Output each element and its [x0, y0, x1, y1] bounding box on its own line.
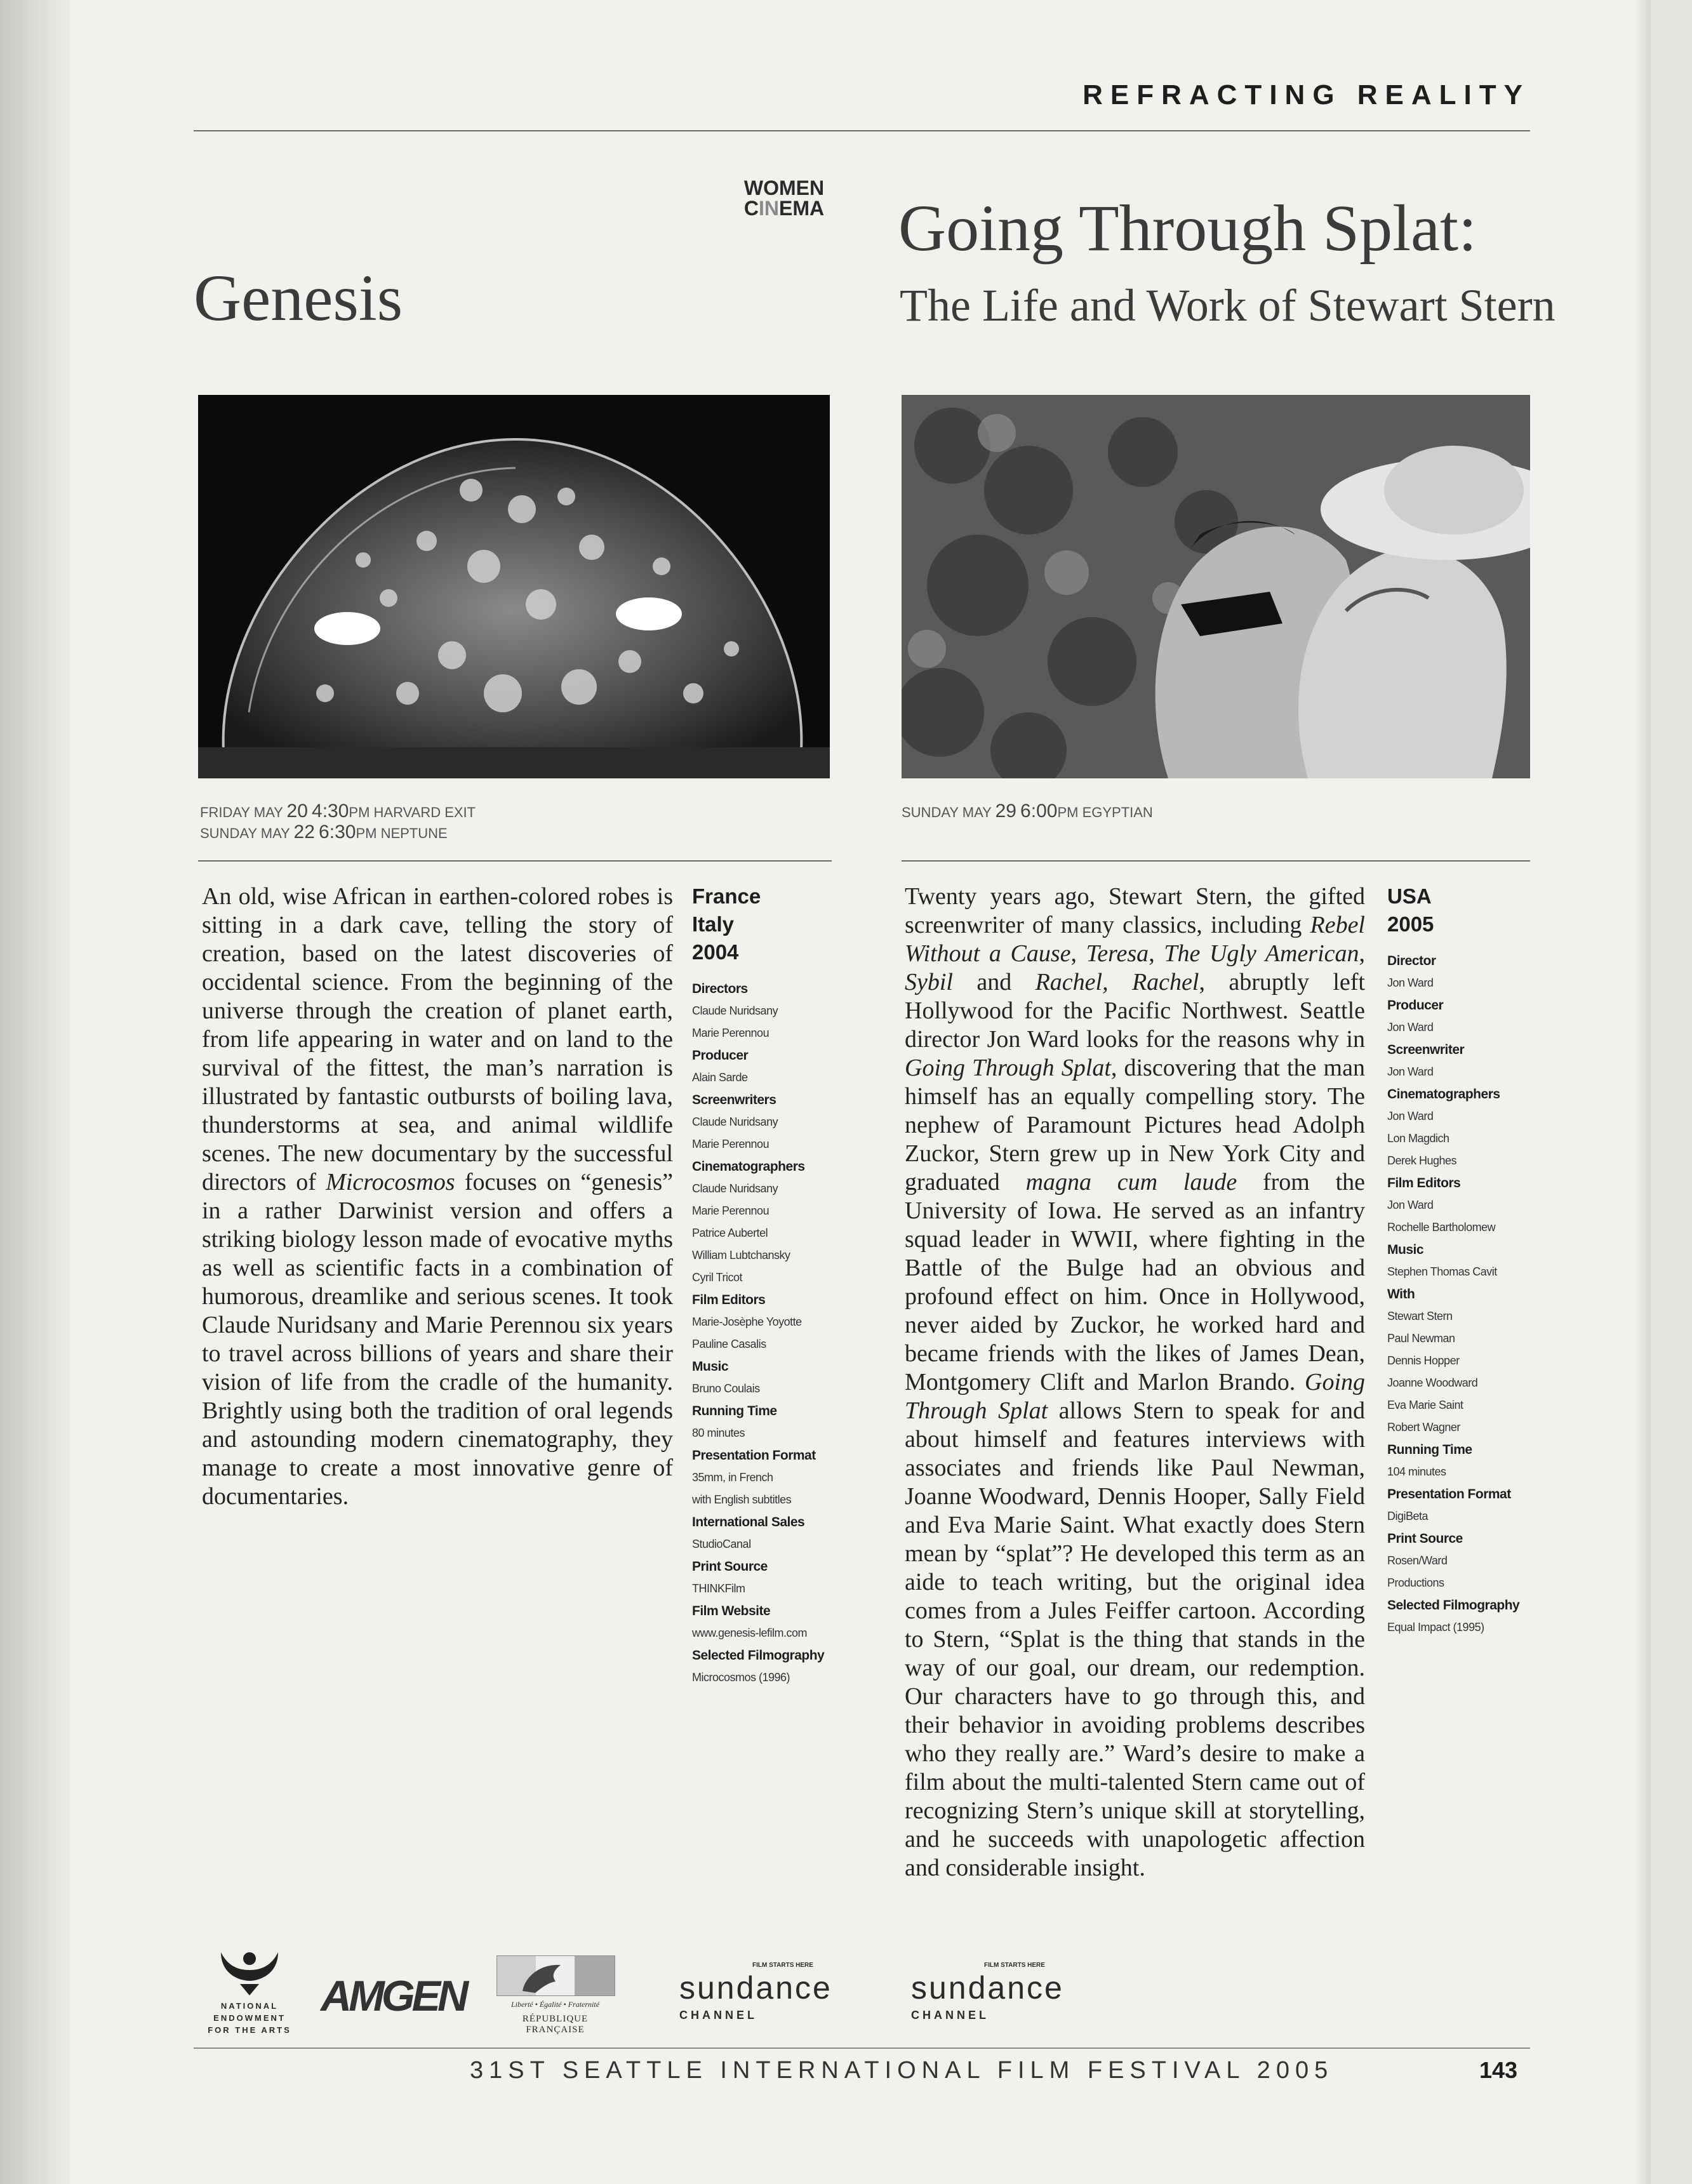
credits-gap	[1387, 938, 1530, 950]
credit-name: Patrice Aubertel	[692, 1227, 768, 1239]
credit-name: with English subtitles	[692, 1493, 792, 1506]
credit-role: Screenwriter	[1387, 1042, 1465, 1057]
book-spine	[0, 0, 70, 2184]
footer-rule	[194, 2048, 1530, 2049]
nea-logo	[202, 1946, 297, 2041]
credit-role: Presentation Format	[692, 1448, 816, 1463]
credit-name: Equal Impact (1995)	[1387, 1621, 1484, 1634]
screening-date: 22	[293, 822, 315, 842]
credit-name: Microcosmos (1996)	[692, 1671, 790, 1684]
credit-name: William Lubtchansky	[692, 1249, 790, 1262]
sundance-tagline: FILM STARTS HERE	[752, 1962, 813, 1969]
screening-time: 6:00	[1020, 801, 1058, 822]
credit-name: Productions	[1387, 1576, 1444, 1589]
sundance-channel-logo-1	[679, 1962, 838, 2032]
screening-venue: HARVARD EXIT	[373, 804, 476, 820]
women-cinema-line1: WOMEN	[743, 176, 825, 199]
screening-line	[902, 801, 1153, 822]
credit-name: Lon Magdich	[1387, 1132, 1449, 1145]
screening-venue: NEPTUNE	[380, 825, 448, 841]
credit-role: Directors	[692, 982, 748, 996]
republique-motto: Liberté • Égalité • Fraternité	[510, 2000, 600, 2009]
synopsis-text: An old, wise African in earthen-colored robes is sitting in a dark cave, telling the story of creation, based on the latest discoveries of occidental science. From the beginning of the universe through the creation of planet earth, from life appearing in water and on land to the survival of the fittest, the man’s narration is illustrated by fantastic outbursts of boiling lava, thunderstorms at sea, and animal wildlife scenes. The new documentary by the successful directors of	[202, 883, 673, 1195]
women-cinema-line2	[736, 198, 832, 218]
genesis-synopsis	[202, 882, 673, 1511]
screening-ampm: PM	[1057, 804, 1079, 820]
credit-name: Alain Sarde	[692, 1071, 748, 1084]
sundance-channel-text: CHANNEL	[679, 2009, 757, 2021]
credit-name: Marie Perennou	[692, 1027, 769, 1039]
credit-name: Paul Newman	[1387, 1332, 1455, 1345]
screening-ampm: PM	[349, 804, 370, 820]
credit-role: With	[1387, 1287, 1415, 1302]
screening-day: SUNDAY MAY	[902, 804, 992, 820]
credit-role: Producer	[1387, 998, 1444, 1013]
screening-date: 29	[995, 801, 1016, 822]
sundance-channel-logo-2	[911, 1962, 1070, 2032]
credit-name: Eva Marie Saint	[1387, 1399, 1463, 1411]
credit-name: Jon Ward	[1387, 1199, 1434, 1211]
credit-role: Music	[692, 1359, 729, 1374]
credit-name: Marie Perennou	[692, 1204, 769, 1217]
credit-role: International Sales	[692, 1515, 805, 1529]
credits-country: USA	[1387, 884, 1432, 908]
credit-name: Cyril Tricot	[692, 1271, 742, 1284]
credit-name: Jon Ward	[1387, 976, 1434, 989]
credits-country: Italy	[692, 912, 735, 936]
splat-credits	[1387, 882, 1530, 1639]
screening-time: 6:30	[319, 822, 356, 842]
synopsis-italic-title: Microcosmos	[326, 1169, 455, 1195]
nea-emblem-icon	[202, 1946, 297, 1997]
credit-role: Producer	[692, 1048, 749, 1063]
screening-ampm: PM	[356, 825, 377, 841]
credit-name: Marie Perennou	[692, 1138, 769, 1150]
credit-role: Music	[1387, 1242, 1424, 1257]
credit-name: Rosen/Ward	[1387, 1554, 1448, 1567]
genesis-credits	[692, 882, 844, 1689]
credit-name: Stephen Thomas Cavit	[1387, 1265, 1497, 1278]
credit-name: StudioCanal	[692, 1538, 751, 1550]
credit-name: Jon Ward	[1387, 1110, 1434, 1122]
genesis-bubble-image	[198, 395, 830, 778]
credit-name: Marie-Josèphe Yoyotte	[692, 1315, 802, 1328]
genesis-screening-list	[200, 801, 476, 843]
credit-role: Print Source	[1387, 1531, 1463, 1546]
credit-role: Selected Filmography	[692, 1648, 825, 1663]
nea-line: FOR THE ARTS	[208, 2025, 291, 2035]
credit-name: 104 minutes	[1387, 1465, 1446, 1478]
credit-name: 35mm, in French	[692, 1471, 773, 1484]
credit-role: Cinematographers	[692, 1159, 805, 1174]
credits-year: 2005	[1387, 912, 1434, 936]
credit-role: Film Website	[692, 1604, 771, 1618]
credit-name: Claude Nuridsany	[692, 1115, 778, 1128]
film-title-splat: Going Through Splat:	[898, 192, 1477, 265]
credit-role: Presentation Format	[1387, 1487, 1511, 1502]
sundance-channel-text: CHANNEL	[911, 2009, 989, 2021]
credit-role: Cinematographers	[1387, 1087, 1500, 1102]
republique-francaise-logo	[496, 1955, 614, 2035]
screening-time: 4:30	[312, 801, 349, 822]
republique-name: RÉPUBLIQUE FRANÇAISE	[522, 2014, 589, 2035]
sundance-tagline: FILM STARTS HERE	[984, 1962, 1045, 1969]
synopsis-text: focuses on “genesis” in a rather Darwinist version and offers a striking biology lesson made of evocative myths as well as scientific facts in a combination of humorous, dreamlike and serious scenes. It took Claude Nuridsany and Marie Perennou six years to travel across billions of years and share their vision of life from the cradle of the humanity. Brightly using both the tradition of oral legends and astounding modern cinematography, they manage to create a most innovative genre of documentaries.	[202, 1169, 673, 1510]
amgen-logo: AMGEN	[321, 1972, 466, 2020]
credits-country: France	[692, 884, 761, 908]
credit-role: Film Editors	[692, 1293, 766, 1307]
credit-name: Stewart Stern	[1387, 1310, 1453, 1322]
splat-portrait-image	[902, 395, 1530, 778]
screening-day: FRIDAY MAY	[200, 804, 283, 820]
credit-name: 80 minutes	[692, 1427, 745, 1439]
credit-name: Jon Ward	[1387, 1065, 1434, 1078]
credit-name: Claude Nuridsany	[692, 1004, 778, 1017]
section-header: REFRACTING REALITY	[1082, 79, 1530, 110]
screening-day: SUNDAY MAY	[200, 825, 290, 841]
women-cinema-logo	[736, 178, 832, 218]
nea-line: NATIONAL	[220, 2001, 279, 2011]
film-subtitle-splat: The Life and Work of Stewart Stern	[900, 280, 1555, 331]
women-cinema-in: IN	[759, 197, 779, 220]
genesis-still-photo	[198, 395, 830, 778]
header-rule	[194, 130, 1530, 131]
sundance-wordmark: sundance	[911, 1970, 1064, 2006]
credit-role: Running Time	[1387, 1442, 1472, 1457]
credit-role: Selected Filmography	[1387, 1598, 1520, 1613]
credit-name: Dennis Hopper	[1387, 1354, 1460, 1367]
film-title-genesis: Genesis	[194, 262, 403, 335]
credit-role: Print Source	[692, 1559, 768, 1574]
splat-divider-rule	[902, 860, 1530, 862]
credit-name: Joanne Woodward	[1387, 1376, 1478, 1389]
credit-name: Pauline Casalis	[692, 1338, 766, 1350]
credit-name: Derek Hughes	[1387, 1154, 1457, 1167]
splat-still-photo	[902, 395, 1530, 778]
credit-name: DigiBeta	[1387, 1510, 1429, 1522]
credits-gap	[692, 966, 844, 978]
screening-date: 20	[286, 801, 308, 822]
credit-name: Claude Nuridsany	[692, 1182, 778, 1195]
screening-line	[200, 822, 476, 843]
festival-footer: 31ST SEATTLE INTERNATIONAL FILM FESTIVAL 2005	[470, 2057, 1334, 2084]
splat-synopsis: Twenty years ago, Stewart Stern, the gifted screenwriter of many classics, including Rebel Without a Cause, Teresa, The Ugly American, Sybil and Rachel, Rachel, abruptly left Hollywood for the Pacific Northwest. Seattle director Jon Ward looks for the reasons why in Going Through Splat, discovering that the man himself has an equally compelling story. The nephew of Paramount Pictures head Adolph Zuckor, Stern grew up in New York City and graduated magna cum laude from the University of Iowa. He served as an infantry squad leader in WWII, where fighting in the Battle of the Bulge had an obvious and profound effect on him. Once in Hollywood, never aided by Zuckor, he worked hard and became friends with the likes of James Dean, Montgomery Clift and Marlon Brando. Going Through Splat allows Stern to speak for and about himself and features interviews with associates and friends like Paul Newman, Joanne Woodward, Dennis Hooper, Sally Field and Eva Marie Saint. What exactly does Stern mean by “splat”? He developed this term as an aide to teach writing, but the original idea comes from a Jules Feiffer cartoon. According to Stern, “Splat is the thing that stands in the way of our goal, our dream, our redemption. Our characters have to go through this, and their behavior in avoiding problems describes who they really are.” Ward’s desire to make a film about the multi-talented Stern came out of recognizing Stern’s unique skill at storytelling, and he succeeds with unapologetic affection and considerable insight.	[905, 883, 1366, 1881]
marianne-profile-icon	[497, 1956, 615, 1995]
credit-role: Screenwriters	[692, 1093, 776, 1107]
credit-role: Director	[1387, 954, 1436, 968]
screening-line	[200, 801, 476, 822]
women-cinema-c: C	[743, 197, 759, 220]
credit-name: www.genesis-lefilm.com	[692, 1627, 808, 1639]
genesis-divider-rule	[198, 860, 832, 862]
credits-year: 2004	[692, 940, 739, 964]
credit-role: Film Editors	[1387, 1176, 1461, 1190]
page-number: 143	[1479, 2057, 1518, 2083]
splat-screening-list	[902, 801, 1153, 822]
marianne-emblem-icon	[496, 1955, 615, 1996]
credit-role: Running Time	[692, 1404, 777, 1418]
credit-name: Jon Ward	[1387, 1021, 1434, 1034]
credit-name: Rochelle Bartholomew	[1387, 1221, 1496, 1234]
sundance-wordmark: sundance	[679, 1970, 832, 2006]
credit-name: Bruno Coulais	[692, 1382, 760, 1395]
screening-venue: EGYPTIAN	[1082, 804, 1153, 820]
nea-line: ENDOWMENT	[213, 2013, 286, 2023]
women-cinema-ema: EMA	[779, 197, 825, 220]
credit-name: THINKFilm	[692, 1582, 745, 1595]
credit-name: Robert Wagner	[1387, 1421, 1460, 1434]
page-edge	[1635, 0, 1651, 2184]
